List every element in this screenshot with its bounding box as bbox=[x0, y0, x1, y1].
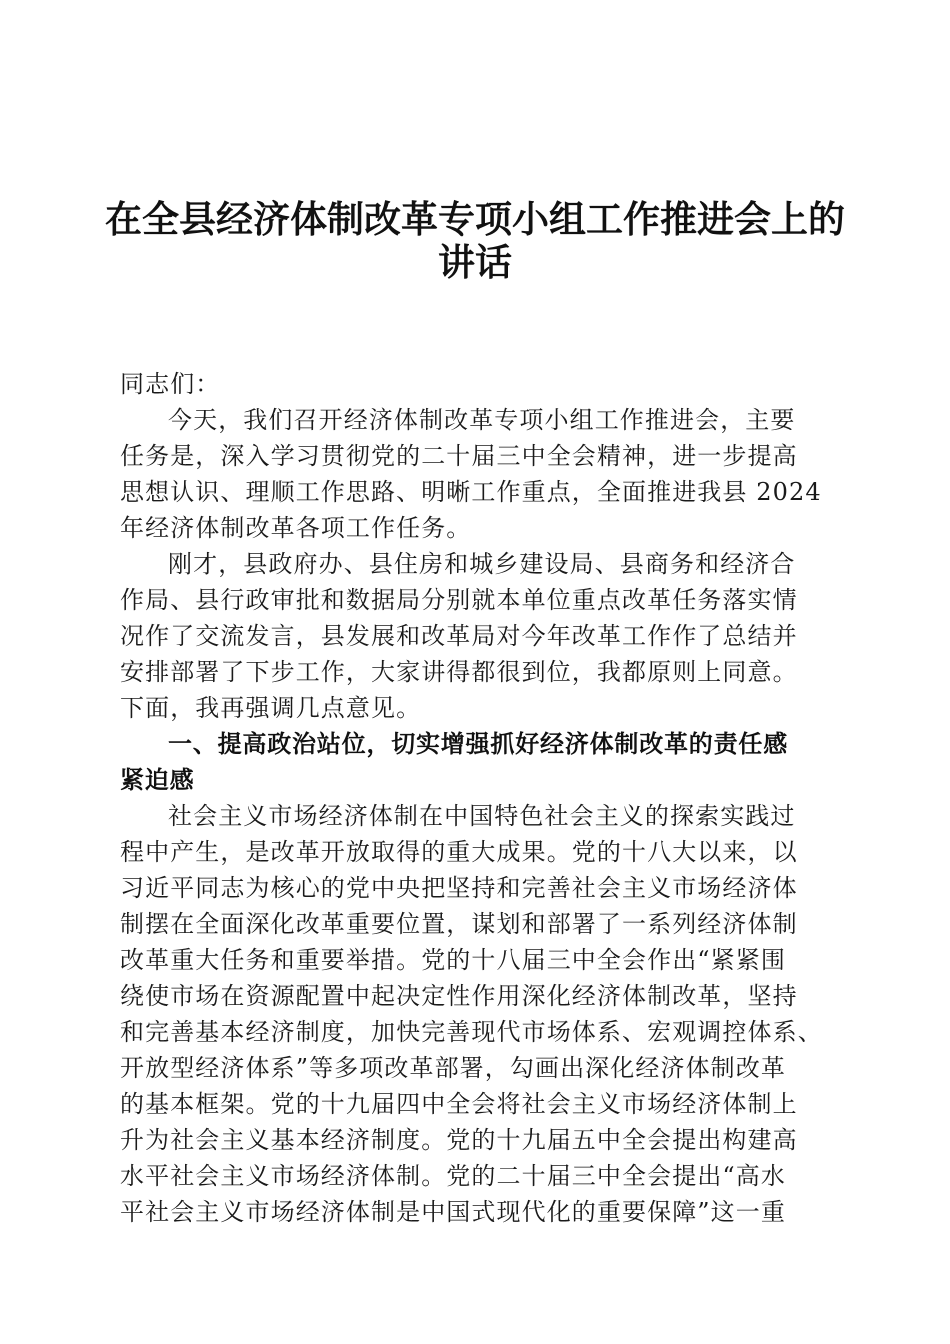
paragraph-line: 程中产生，是改革开放取得的重大成果。党的十八大以来，以 bbox=[120, 838, 798, 866]
paragraph-line: 任务是，深入学习贯彻党的二十届三中全会精神，进一步提高 bbox=[120, 442, 798, 470]
section-heading-1: 一、提高政治站位，切实增强抓好经济体制改革的责任感 bbox=[168, 730, 788, 758]
paragraph-line: 社会主义市场经济体制在中国特色社会主义的探索实践过 bbox=[168, 802, 796, 830]
paragraph-line: 和完善基本经济制度，加快完善现代市场体系、宏观调控体系、 bbox=[120, 1018, 823, 1046]
paragraph-line: 思想认识、理顺工作思路、明晰工作重点，全面推进我县 2024 bbox=[120, 478, 822, 506]
document-title-line-2: 讲话 bbox=[438, 240, 512, 284]
paragraph-line: 习近平同志为核心的党中央把坚持和完善社会主义市场经济体 bbox=[120, 874, 798, 902]
paragraph-line: 刚才，县政府办、县住房和城乡建设局、县商务和经济合 bbox=[168, 550, 796, 578]
paragraph-line: 平社会主义市场经济体制是中国式现代化的重要保障”这一重 bbox=[120, 1198, 786, 1226]
paragraph-line: 的基本框架。党的十九届四中全会将社会主义市场经济体制上 bbox=[120, 1090, 798, 1118]
paragraph-line: 升为社会主义基本经济制度。党的十九届五中全会提出构建高 bbox=[120, 1126, 798, 1154]
paragraph-line: 年经济体制改革各项工作任务。 bbox=[120, 514, 472, 542]
paragraph-line: 水平社会主义市场经济体制。党的二十届三中全会提出“高水 bbox=[120, 1162, 786, 1190]
paragraph-line: 制摆在全面深化改革重要位置，谋划和部署了一系列经济体制 bbox=[120, 910, 798, 938]
paragraph-line: 今天，我们召开经济体制改革专项小组工作推进会，主要 bbox=[168, 406, 796, 434]
document-title-line-1: 在全县经济体制改革专项小组工作推进会上的 bbox=[105, 197, 845, 241]
paragraph-line: 况作了交流发言，县发展和改革局对今年改革工作作了总结并 bbox=[120, 622, 798, 650]
paragraph-line: 作局、县行政审批和数据局分别就本单位重点改革任务落实情 bbox=[120, 586, 798, 614]
paragraph-line: 改革重大任务和重要举措。党的十八届三中全会作出“紧紧围 bbox=[120, 946, 786, 974]
paragraph-line: 绕使市场在资源配置中起决定性作用深化经济体制改革，坚持 bbox=[120, 982, 798, 1010]
section-heading-1-cont: 紧迫感 bbox=[120, 766, 195, 794]
paragraph-line: 安排部署了下步工作，大家讲得都很到位，我都原则上同意。 bbox=[120, 658, 798, 686]
greeting: 同志们： bbox=[120, 370, 221, 398]
paragraph-line: 下面，我再强调几点意见。 bbox=[120, 694, 422, 722]
paragraph-line: 开放型经济体系”等多项改革部署，勾画出深化经济体制改革 bbox=[120, 1054, 786, 1082]
